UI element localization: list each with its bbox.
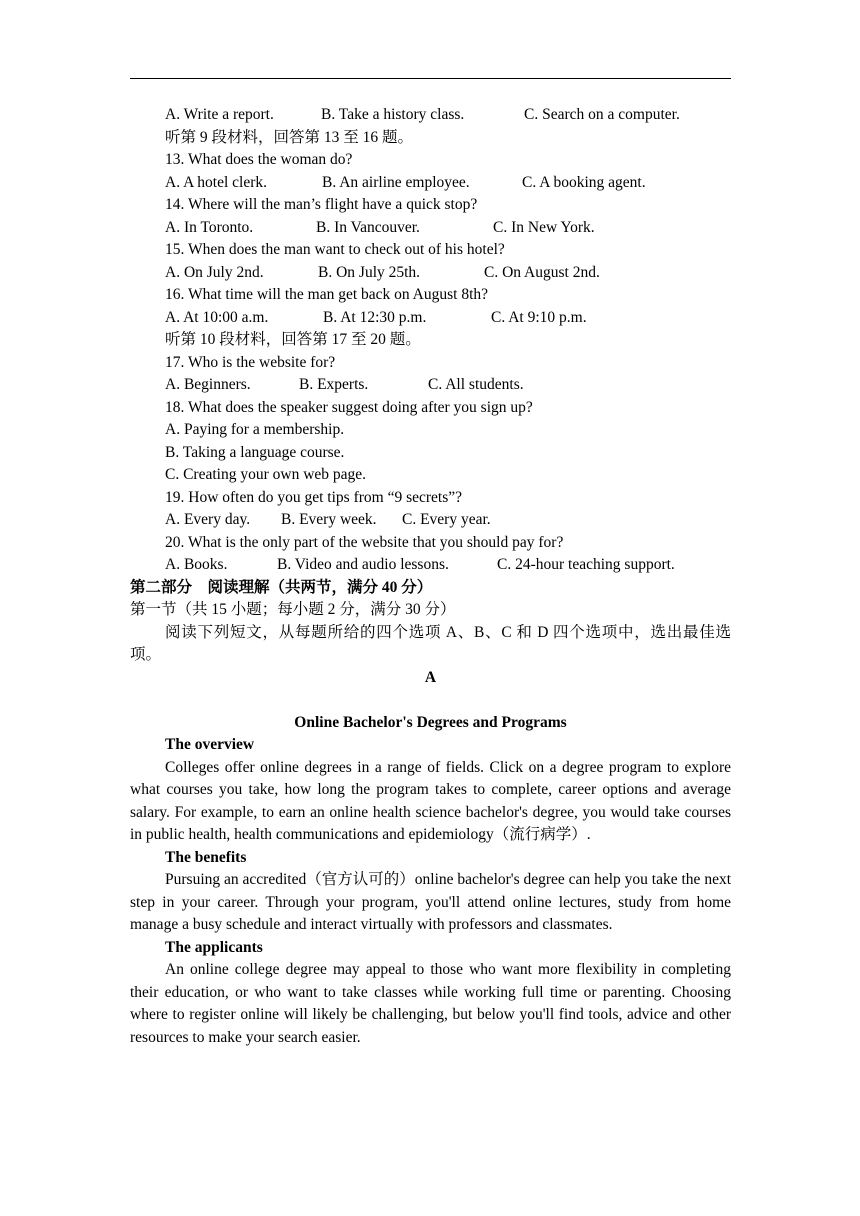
overview-paragraph: Colleges offer online degrees in a range of fields. Click on a degree program to explore what courses you take, how long the program takes to complete, career options and average salary. For example, to earn an online health science bachelor's degree, you would take courses in public health, health communications and epidemiology（流行病学）.	[130, 758, 731, 843]
question-15: 15. When does the man want to check out of his hotel?	[165, 241, 505, 258]
option-b: B. In Vancouver.	[316, 218, 420, 236]
option-a: A. Books.	[165, 556, 228, 573]
question-18: 18. What does the speaker suggest doing after you sign up?	[165, 398, 533, 416]
option-c: C. On August 2nd.	[484, 263, 600, 281]
option-b: B. Experts.	[299, 376, 369, 393]
q13-options	[130, 172, 731, 195]
option-a: A. Every day.	[165, 511, 251, 528]
option-a: A. On July 2nd.	[165, 263, 264, 281]
q12-options	[130, 104, 731, 127]
option-a: A. In Toronto.	[165, 218, 254, 236]
q19-options	[130, 509, 731, 532]
option-b: B. Take a history class.	[321, 106, 465, 123]
q18-option-c: C. Creating your own web page.	[165, 466, 367, 483]
q15-options	[130, 262, 731, 285]
option-a: A. Beginners.	[165, 376, 251, 393]
question-16: 16. What time will the man get back on August 8th?	[165, 286, 489, 303]
question-17: 17. Who is the website for?	[165, 353, 336, 371]
question-13: 13. What does the woman do?	[165, 151, 353, 168]
option-b: B. At 12:30 p.m.	[323, 308, 427, 326]
q20-options	[130, 554, 731, 577]
option-b: B. Video and audio lessons.	[277, 556, 449, 573]
q14-options	[130, 217, 731, 240]
applicants-paragraph: An online college degree may appeal to those who want more flexibility in completing their education, or who want to take classes while working full time or parenting. Choosing where to register online will likely be challenging, but below you'll find tools, advice and other resources to make your search easier.	[130, 961, 731, 1046]
part2-title: 第二部分 阅读理解（共两节，满分 40 分）	[130, 578, 433, 596]
benefits-heading: The benefits	[165, 848, 247, 866]
option-c: C. A booking agent.	[522, 173, 646, 191]
option-b: B. An airline employee.	[322, 173, 470, 191]
q17-options	[130, 374, 731, 397]
option-c: C. All students.	[428, 376, 524, 393]
exam-content	[130, 104, 731, 1049]
passage-label: A	[424, 668, 437, 686]
option-a: A. Write a report.	[165, 106, 274, 123]
passage-title: Online Bachelor's Degrees and Programs	[294, 713, 567, 731]
option-b: B. Every week.	[281, 511, 377, 528]
q16-options	[130, 307, 731, 330]
header-rule	[130, 78, 731, 79]
q18-option-a: A. Paying for a membership.	[165, 421, 345, 438]
question-14: 14. Where will the man’s flight have a quick stop?	[165, 196, 478, 213]
section10-intro: 听第 10 段材料，回答第 17 至 20 题。	[165, 331, 421, 348]
option-a: A. A hotel clerk.	[165, 173, 268, 191]
overview-heading: The overview	[165, 736, 255, 753]
question-19: 19. How often do you get tips from “9 secrets”?	[165, 488, 463, 506]
applicants-heading: The applicants	[165, 938, 263, 956]
section1-title: 第一节（共 15 小题；每小题 2 分，满分 30 分）	[130, 601, 456, 618]
option-c: C. Every year.	[402, 511, 491, 528]
option-c: C. In New York.	[493, 218, 595, 236]
option-c: C. Search on a computer.	[524, 106, 680, 123]
section9-intro: 听第 9 段材料，回答第 13 至 16 题。	[165, 128, 414, 146]
option-a: A. At 10:00 a.m.	[165, 308, 269, 326]
spacer	[130, 689, 731, 712]
option-c: C. 24-hour teaching support.	[497, 556, 675, 573]
benefits-paragraph: Pursuing an accredited（官方认可的）online bachelor's degree can help you take the next step in your career. Through your program, you'll attend online lectures, study from home manage a busy schedule and interact virtually with professors and classmates.	[130, 871, 731, 933]
option-c: C. At 9:10 p.m.	[491, 308, 587, 326]
q18-option-b: B. Taking a language course.	[165, 443, 345, 461]
question-20: 20. What is the only part of the website that you should pay for?	[165, 533, 564, 551]
reading-instructions: 阅读下列短文，从每题所给的四个选项 A、B、C 和 D 四个选项中，选出最佳选项。	[130, 623, 731, 663]
option-b: B. On July 25th.	[318, 263, 421, 281]
